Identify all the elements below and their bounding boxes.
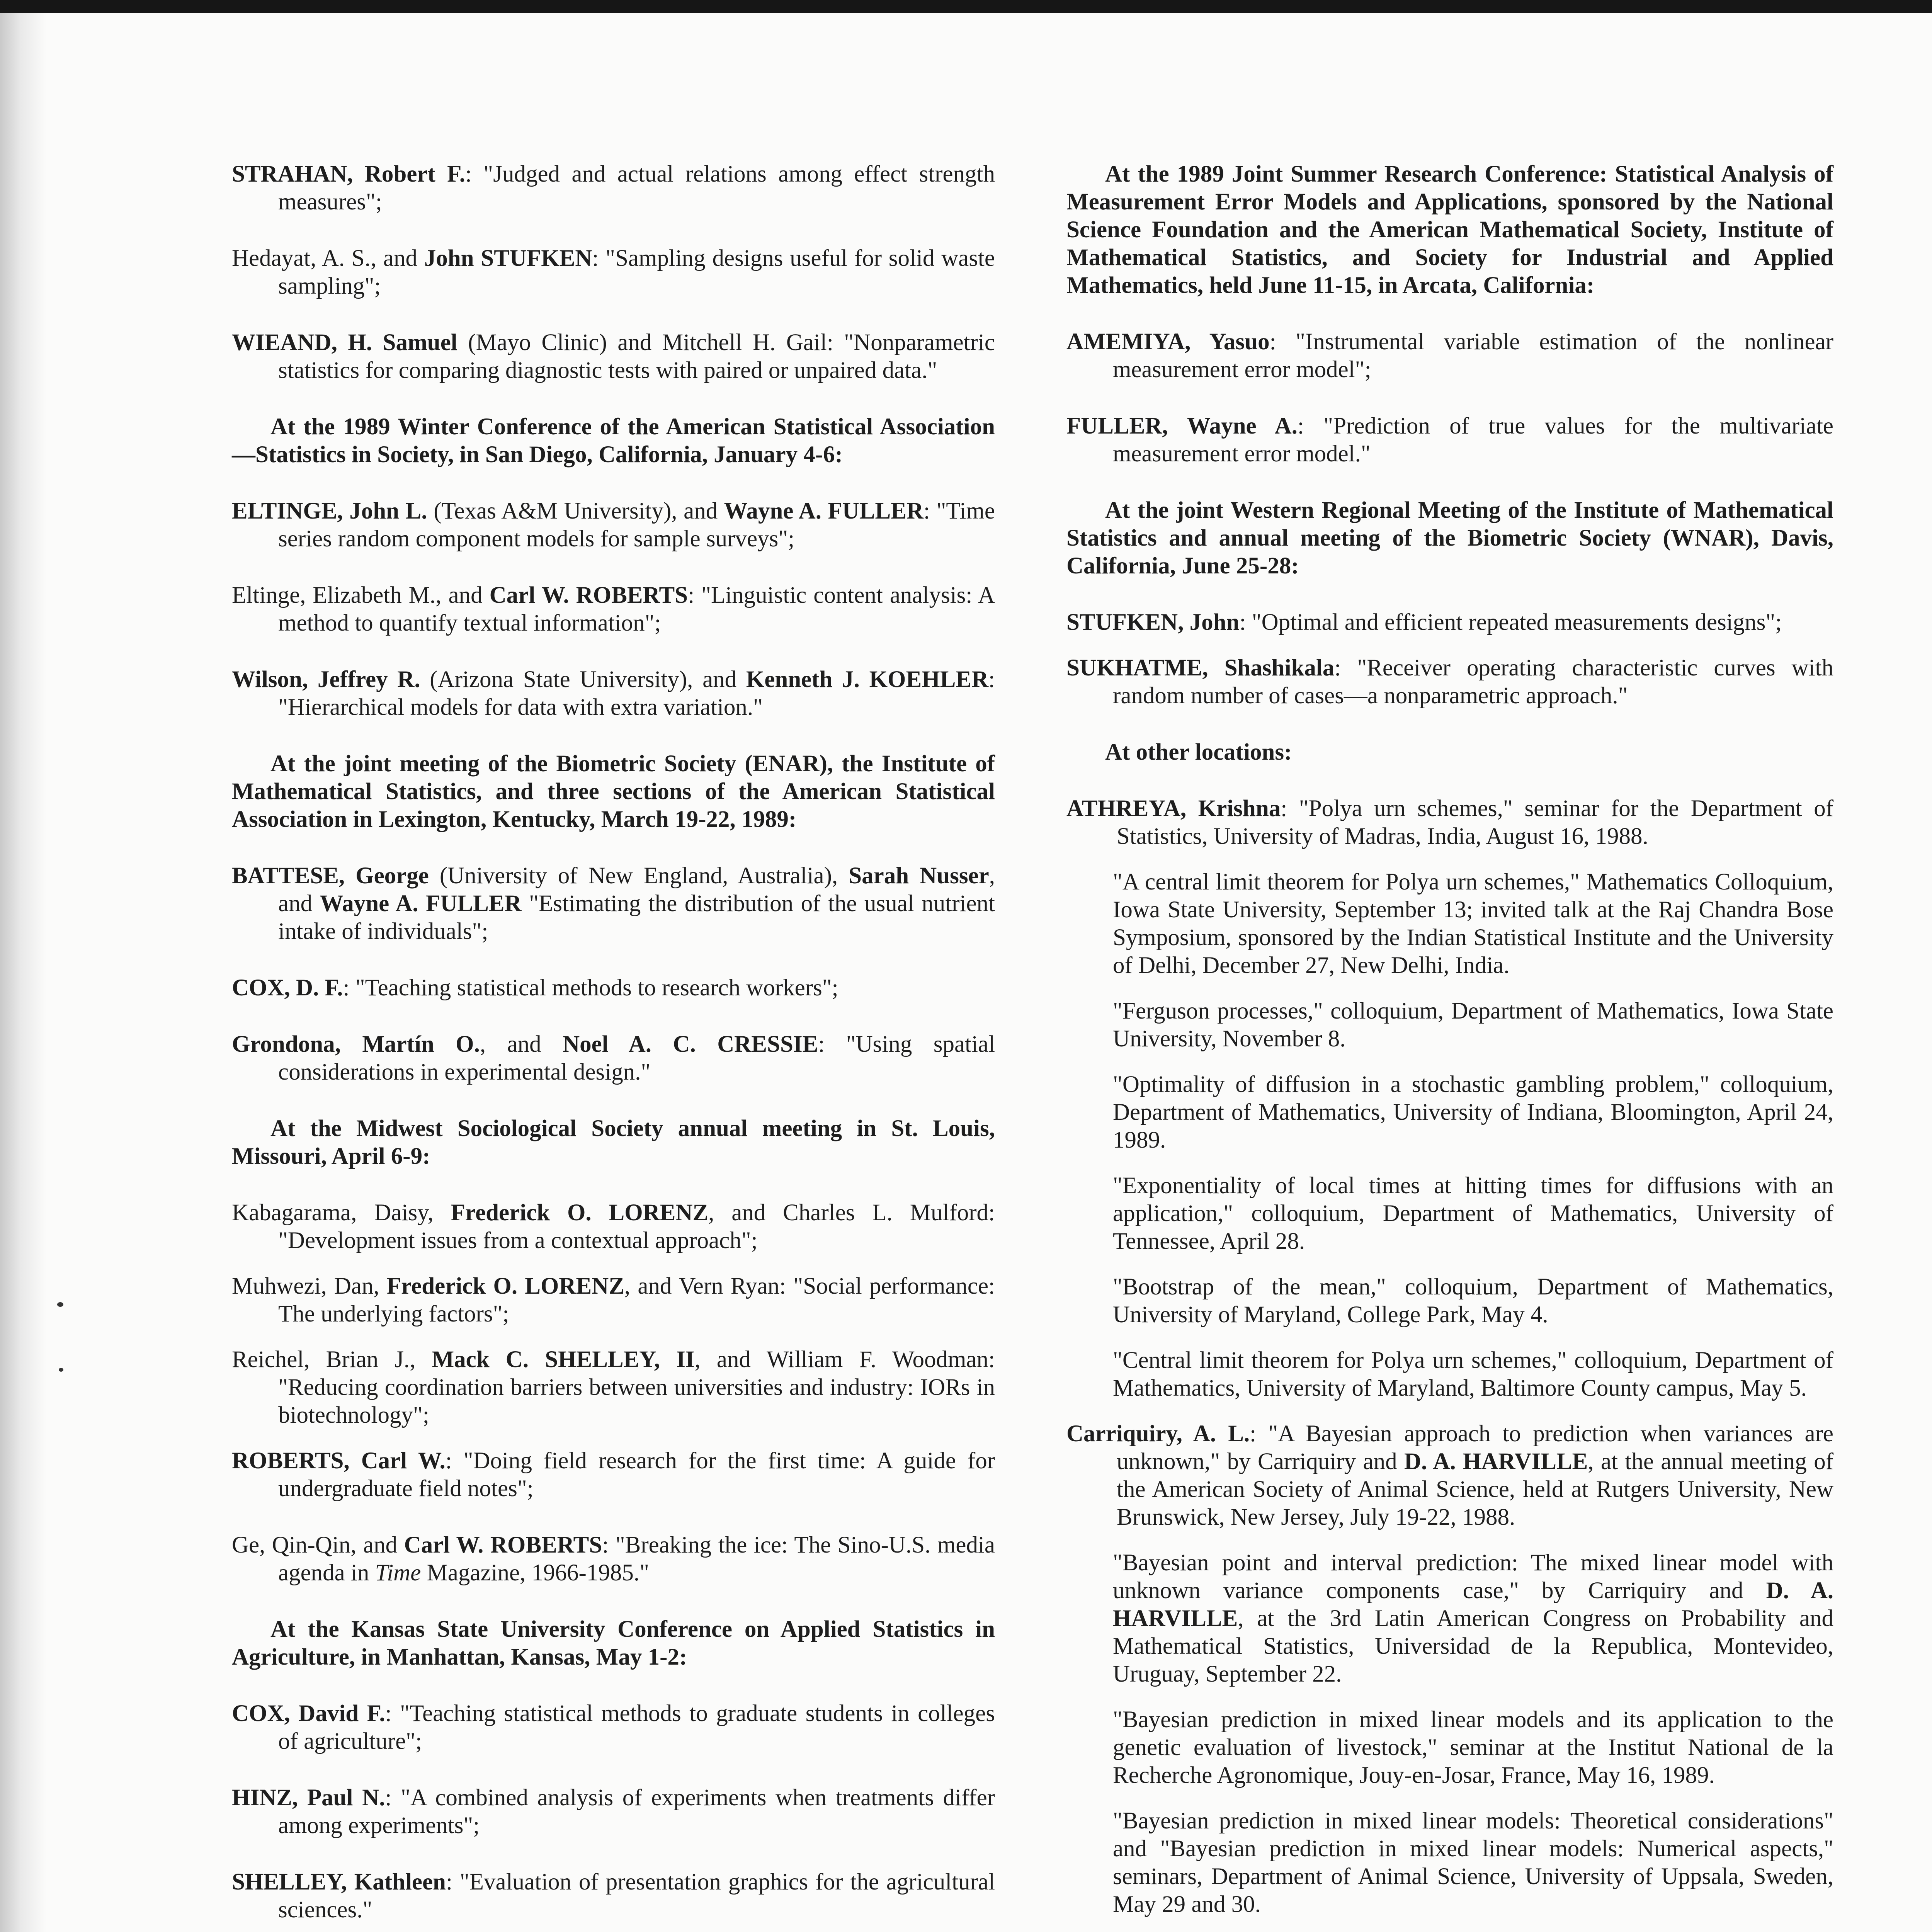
entry: COX, D. F.: "Teaching statistical methods to research workers";: [232, 975, 838, 1001]
scan-speck: [57, 1302, 63, 1307]
entry: STRAHAN, Robert F.: "Judged and actual relations among effect strength measures";: [232, 161, 995, 215]
left-column: [232, 160, 995, 1932]
entry: ROBERTS, Carl W.: "Doing field research for the first time: A guide for undergraduate field notes";: [232, 1448, 995, 1502]
sub-entry: "Bayesian point and interval prediction: The mixed linear model with unknown variance components case," by Carriquiry and D. A. HARVILLE, at the 3rd Latin American Congress on Probability and Mathematical Statistics, Universidad de la Republica, Montevideo, Uruguay, September 22.: [1113, 1550, 1833, 1687]
sub-entry: "Bootstrap of the mean," colloquium, Department of Mathematics, University of Maryland, College Park, May 4.: [1113, 1274, 1833, 1328]
sub-entry: "Central limit theorem for Polya urn schemes," colloquium, Department of Mathematics, University of Maryland, Baltimore County campus, May 5.: [1113, 1347, 1833, 1401]
entry: BATTESE, George (University of New England, Australia), Sarah Nusser, and Wayne A. FULLER "Estimating the distribution of the usual nutrient intake of individuals";: [232, 863, 995, 944]
entry: ATHREYA, Krishna: "Polya urn schemes," seminar for the Department of Statistics, University of Madras, India, August 16, 1988.: [1066, 796, 1834, 849]
section-header: At the joint meeting of the Biometric Society (ENAR), the Institute of Mathematical Statistics, and three sections of the American Statistical Association in Lexington, Kentucky, March 19-22, 1989:: [232, 751, 995, 832]
scan-speck: [59, 1368, 63, 1372]
sub-entry: "Bayesian prediction in mixed linear models: Theoretical considerations" and "Bayesian prediction in mixed linear models: Numerical aspects," seminars, Department of Animal Science, University of Uppsala, Sweden, May 29 and 30.: [1113, 1808, 1833, 1917]
entry: Wilson, Jeffrey R. (Arizona State University), and Kenneth J. KOEHLER: "Hierarchical models for data with extra variation.": [232, 667, 995, 720]
section-header: At the Kansas State University Conference on Applied Statistics in Agriculture, in Manhattan, Kansas, May 1-2:: [232, 1616, 995, 1670]
entry: HINZ, Paul N.: "A combined analysis of experiments when treatments differ among experiments";: [232, 1785, 995, 1838]
entry: SUKHATME, Shashikala: "Receiver operating characteristic curves with random number of cases—a nonparametric approach.": [1066, 655, 1833, 709]
entry: FULLER, Wayne A.: "Prediction of true values for the multivariate measurement error model.": [1066, 413, 1833, 467]
section-header: At the Midwest Sociological Society annual meeting in St. Louis, Missouri, April 6-9:: [232, 1116, 995, 1169]
entry: Hedayat, A. S., and John STUFKEN: "Sampling designs useful for solid waste sampling";: [232, 245, 995, 299]
entry: ELTINGE, John L. (Texas A&M University), and Wayne A. FULLER: "Time series random component models for sample surveys";: [232, 498, 995, 552]
entry: Grondona, Martín O., and Noel A. C. CRESSIE: "Using spatial considerations in experimental design.": [232, 1031, 995, 1085]
section-header: At the 1989 Winter Conference of the American Statistical Association—Statistics in Society, in San Diego, California, January 4-6:: [232, 414, 995, 468]
entry: Carriquiry, A. L.: "A Bayesian approach to prediction when variances are unknown," by Carriquiry and D. A. HARVILLE, at the annual meeting of the American Society of Animal Science, held at Rutgers University, New Brunswick, New Jersey, July 19-22, 1988.: [1066, 1421, 1834, 1530]
section-header: At other locations:: [1105, 739, 1292, 765]
entry: SHELLEY, Kathleen: "Evaluation of presentation graphics for the agricultural sciences.": [232, 1869, 995, 1923]
entry: Ge, Qin-Qin, and Carl W. ROBERTS: "Breaking the ice: The Sino-U.S. media agenda in Time Magazine, 1966-1985.": [232, 1532, 995, 1586]
sub-entry: "A central limit theorem for Polya urn schemes," Mathematics Colloquium, Iowa State University, September 13; invited talk at the Raj Chandra Bose Symposium, sponsored by the Indian Statistical Institute and the University of Delhi, December 27, New Delhi, India.: [1113, 869, 1833, 978]
sub-entry: "Optimality of diffusion in a stochastic gambling problem," colloquium, Department of Mathematics, University of Indiana, Bloomington, April 24, 1989.: [1113, 1071, 1833, 1153]
sub-entry: "Ferguson processes," colloquium, Department of Mathematics, Iowa State University, November 8.: [1113, 998, 1833, 1052]
section-header: At the 1989 Joint Summer Research Conference: Statistical Analysis of Measurement Error Models and Applications, sponsored by the National Science Foundation and the American Mathematical Society, Institute of Mathematical Statistics, and Society for Industrial and Applied Mathematics, held June 11-15, in Arcata, California:: [1066, 161, 1833, 298]
scan-gutter-shadow: [0, 13, 46, 1932]
scan-top-border: [0, 0, 1932, 13]
right-column: [1066, 160, 1833, 1932]
sub-entry: "Bayesian prediction in mixed linear models and its application to the genetic evaluation of livestock," seminar at the Institut National de la Recherche Agronomique, Jouy-en-Josar, France, May 16, 1989.: [1113, 1707, 1833, 1788]
entry: Kabagarama, Daisy, Frederick O. LORENZ, and Charles L. Mulford: "Development issues from a contextual approach";: [232, 1200, 995, 1253]
entry: Muhwezi, Dan, Frederick O. LORENZ, and Vern Ryan: "Social performance: The underlying factors";: [232, 1273, 995, 1327]
sub-entry: "Exponentiality of local times at hitting times for diffusions with an application," colloquium, Department of Mathematics, University of Tennessee, April 28.: [1113, 1173, 1833, 1254]
entry: WIEAND, H. Samuel (Mayo Clinic) and Mitchell H. Gail: "Nonparametric statistics for comparing diagnostic tests with paired or unpaired data.": [232, 330, 995, 383]
entry: Eltinge, Elizabeth M., and Carl W. ROBERTS: "Linguistic content analysis: A method to quantify textual information";: [232, 582, 995, 636]
entry: STUFKEN, John: "Optimal and efficient repeated measurements designs";: [1066, 609, 1782, 635]
section-header: At the joint Western Regional Meeting of the Institute of Mathematical Statistics and annual meeting of the Biometric Society (WNAR), Davis, California, June 25-28:: [1066, 497, 1833, 579]
entry: Reichel, Brian J., Mack C. SHELLEY, II, and William F. Woodman: "Reducing coordination barriers between universities and industry: IORs in biotechnology";: [232, 1347, 995, 1428]
entry: AMEMIYA, Yasuo: "Instrumental variable estimation of the nonlinear measurement error model";: [1066, 329, 1833, 383]
entry: COX, David F.: "Teaching statistical methods to graduate students in colleges of agriculture";: [232, 1701, 995, 1754]
